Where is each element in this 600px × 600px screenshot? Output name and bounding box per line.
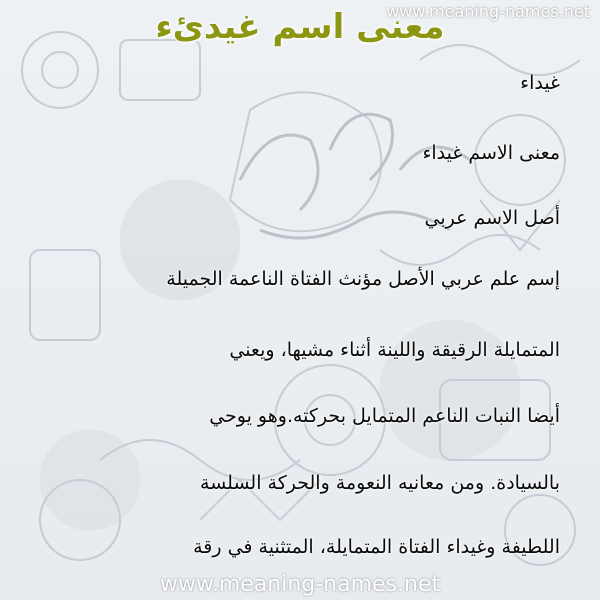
text-line-meaning-heading: معنى الاسم غيداء bbox=[422, 142, 560, 164]
page-title: معنى اسم غيدئء bbox=[155, 7, 445, 47]
text-line-description-2: المتمايلة الرقيقة واللينة أثناء مشيها، ويعني bbox=[229, 339, 560, 361]
text-line-description-1: إسم علم عربي الأصل مؤنث الفتاة الناعمة الجميلة bbox=[166, 268, 560, 290]
text-line-name: غيداء bbox=[520, 72, 560, 94]
text-line-description-3: أيضا النبات الناعم المتمايل بحركته.وهو يوحي bbox=[209, 405, 560, 427]
watermark-top: www.meaning-names.net bbox=[386, 2, 590, 21]
text-line-description-4: بالسيادة. ومن معانيه النعومة والحركة السلسة bbox=[200, 472, 560, 494]
watermark-bottom: www.meaning-names.net bbox=[159, 572, 441, 597]
text-line-description-5: اللطيفة وغيداء الفتاة المتمايلة، المتثنية في رقة bbox=[193, 536, 560, 558]
text-line-origin: أصل الاسم عربي bbox=[424, 207, 560, 229]
